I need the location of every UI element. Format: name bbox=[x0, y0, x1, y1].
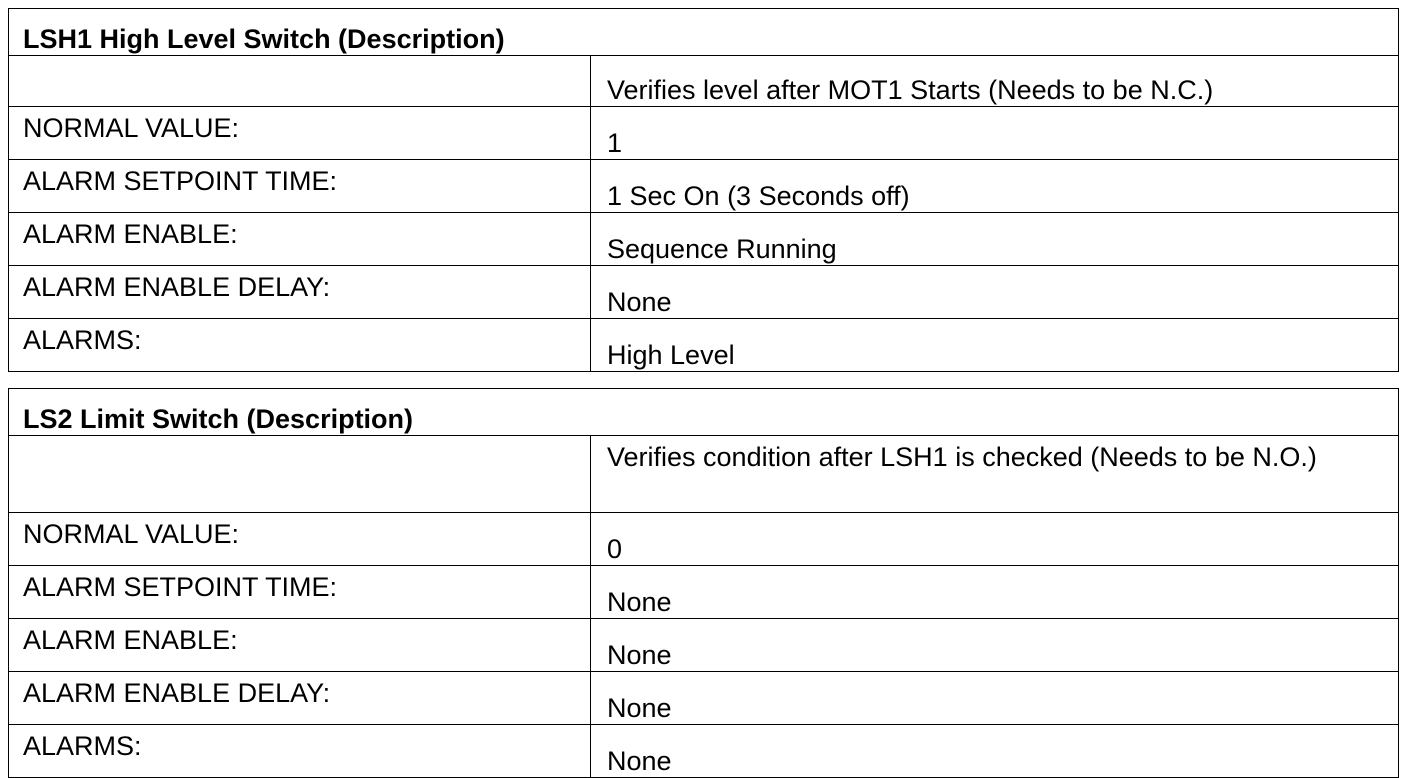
table-row bbox=[9, 672, 1399, 725]
row-label: ALARM ENABLE DELAY: bbox=[9, 266, 591, 319]
table-row bbox=[9, 266, 1399, 319]
table-row bbox=[9, 107, 1399, 160]
table-row bbox=[9, 619, 1399, 672]
row-value: None bbox=[591, 619, 1399, 672]
row-value: None bbox=[591, 725, 1399, 778]
table-title-row bbox=[9, 389, 1399, 436]
description-label-cell bbox=[9, 56, 591, 107]
table-row bbox=[9, 725, 1399, 778]
table-row bbox=[9, 566, 1399, 619]
description-value: Verifies level after MOT1 Starts (Needs to be N.C.) bbox=[591, 56, 1399, 107]
table-title-row bbox=[9, 9, 1399, 56]
description-row bbox=[9, 436, 1399, 513]
ls2-spec-table bbox=[8, 388, 1399, 778]
row-label: ALARM SETPOINT TIME: bbox=[9, 566, 591, 619]
row-value: Sequence Running bbox=[591, 213, 1399, 266]
row-label: NORMAL VALUE: bbox=[9, 513, 591, 566]
table-row bbox=[9, 513, 1399, 566]
description-row bbox=[9, 56, 1399, 107]
row-label: ALARMS: bbox=[9, 319, 591, 372]
table-row bbox=[9, 160, 1399, 213]
row-value: None bbox=[591, 266, 1399, 319]
row-label: ALARM ENABLE: bbox=[9, 619, 591, 672]
row-value: 0 bbox=[591, 513, 1399, 566]
table-row bbox=[9, 319, 1399, 372]
row-value: High Level bbox=[591, 319, 1399, 372]
description-label-cell bbox=[9, 436, 591, 513]
lsh1-spec-table bbox=[8, 8, 1399, 372]
table-title: LSH1 High Level Switch (Description) bbox=[9, 9, 1399, 56]
row-value: 1 Sec On (3 Seconds off) bbox=[591, 160, 1399, 213]
row-label: ALARM SETPOINT TIME: bbox=[9, 160, 591, 213]
row-value: None bbox=[591, 672, 1399, 725]
row-label: ALARM ENABLE DELAY: bbox=[9, 672, 591, 725]
table-title: LS2 Limit Switch (Description) bbox=[9, 389, 1399, 436]
table-row bbox=[9, 213, 1399, 266]
row-value: 1 bbox=[591, 107, 1399, 160]
row-value: None bbox=[591, 566, 1399, 619]
description-value: Verifies condition after LSH1 is checked (Needs to be N.O.) bbox=[591, 436, 1399, 513]
row-label: ALARMS: bbox=[9, 725, 591, 778]
row-label: NORMAL VALUE: bbox=[9, 107, 591, 160]
row-label: ALARM ENABLE: bbox=[9, 213, 591, 266]
